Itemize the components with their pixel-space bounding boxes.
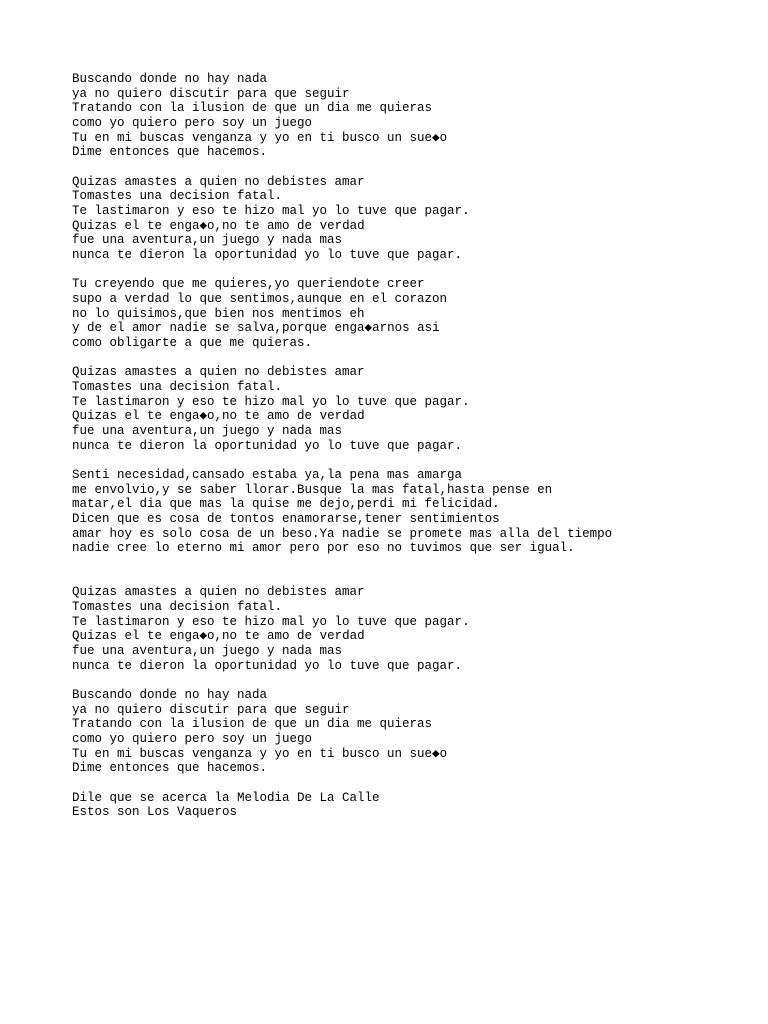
text-line: Quizas amastes a quien no debistes amar <box>72 585 365 600</box>
text-line: matar,el dia que mas la quise me dejo,perdi mi felicidad. <box>72 497 500 512</box>
text-line: ya no quiero discutir para que seguir <box>72 702 350 717</box>
stanza-3 <box>72 277 752 350</box>
stanza-1 <box>72 72 752 160</box>
text-line: Senti necesidad,cansado estaba ya,la pena mas amarga <box>72 468 463 483</box>
text-line: Quizas el te enga◆o,no te amo de verdad <box>72 409 365 424</box>
text-line: Dile que se acerca la Melodia De La Calle <box>72 790 380 805</box>
text-line: Quizas el te enga◆o,no te amo de verdad <box>72 629 365 644</box>
text-line: Tomastes una decision fatal. <box>72 600 283 615</box>
text-line: Dicen que es cosa de tontos enamorarse,tener sentimientos <box>72 512 500 527</box>
text-line: Estos son Los Vaqueros <box>72 805 238 820</box>
stanza-8 <box>72 791 752 820</box>
stanza-5 <box>72 468 752 556</box>
text-line: Quizas el te enga◆o,no te amo de verdad <box>72 218 365 233</box>
text-line: ya no quiero discutir para que seguir <box>72 86 350 101</box>
text-line: me envolvio,y se saber llorar.Busque la mas fatal,hasta pense en <box>72 482 553 497</box>
text-line: Te lastimaron y eso te hizo mal yo lo tuve que pagar. <box>72 204 470 219</box>
text-line: Tu en mi buscas venganza y yo en ti busco un sue◆o <box>72 130 448 145</box>
text-line: fue una aventura,un juego y nada mas <box>72 424 343 439</box>
lyrics-text <box>72 72 752 835</box>
text-line: y de el amor nadie se salva,porque enga◆arnos asi <box>72 321 440 336</box>
text-line: amar hoy es solo cosa de un beso.Ya nadie se promete mas alla del tiempo <box>72 526 613 541</box>
text-line: Tu creyendo que me quieres,yo queriendote creer <box>72 277 425 292</box>
text-line: Quizas amastes a quien no debistes amar <box>72 174 365 189</box>
text-line: Dime entonces que hacemos. <box>72 761 268 776</box>
text-line: como yo quiero pero soy un juego <box>72 732 313 747</box>
text-line: Tratando con la ilusion de que un dia me quieras <box>72 717 433 732</box>
text-line: Tu en mi buscas venganza y yo en ti busco un sue◆o <box>72 746 448 761</box>
stanza-6 <box>72 585 752 673</box>
text-line: Buscando donde no hay nada <box>72 688 268 703</box>
text-line: Tratando con la ilusion de que un dia me quieras <box>72 101 433 116</box>
text-line: Tomastes una decision fatal. <box>72 189 283 204</box>
text-line: fue una aventura,un juego y nada mas <box>72 644 343 659</box>
text-line: fue una aventura,un juego y nada mas <box>72 233 343 248</box>
text-line: no lo quisimos,que bien nos mentimos eh <box>72 306 365 321</box>
text-line: supo a verdad lo que sentimos,aunque en el corazon <box>72 292 448 307</box>
text-line: Dime entonces que hacemos. <box>72 145 268 160</box>
stanza-4 <box>72 365 752 453</box>
text-line: nadie cree lo eterno mi amor pero por eso no tuvimos que ser igual. <box>72 541 575 556</box>
text-line: como obligarte a que me quieras. <box>72 336 313 351</box>
stanza-2 <box>72 175 752 263</box>
text-line: como yo quiero pero soy un juego <box>72 116 313 131</box>
text-line: Te lastimaron y eso te hizo mal yo lo tuve que pagar. <box>72 614 470 629</box>
text-line: Tomastes una decision fatal. <box>72 380 283 395</box>
text-line: Te lastimaron y eso te hizo mal yo lo tuve que pagar. <box>72 394 470 409</box>
text-line: nunca te dieron la oportunidad yo lo tuve que pagar. <box>72 438 463 453</box>
text-line: Buscando donde no hay nada <box>72 72 268 86</box>
text-line: Quizas amastes a quien no debistes amar <box>72 365 365 380</box>
stanza-7 <box>72 688 752 776</box>
text-line: nunca te dieron la oportunidad yo lo tuve que pagar. <box>72 658 463 673</box>
text-line: nunca te dieron la oportunidad yo lo tuve que pagar. <box>72 248 463 263</box>
